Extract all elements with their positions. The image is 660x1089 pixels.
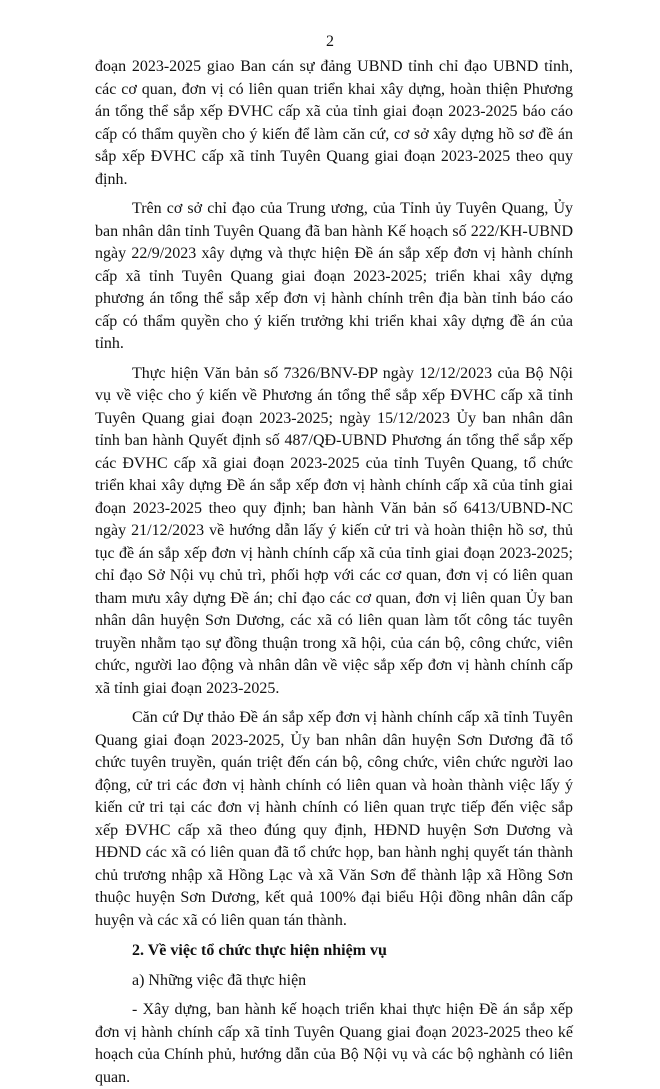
paragraph: Căn cứ Dự thảo Đề án sắp xếp đơn vị hành chính cấp xã tỉnh Tuyên Quang giai đoạn 2023-2025, Ủy ban nhân dân huyện Sơn Dương đã tổ chức tuyên truyền, quán triệt đến cán bộ, công chức, viên chức người lao động, cử tri các đơn vị hành chính có liên quan và hoàn thành việc lấy ý kiến cử tri tại các đơn vị hành chính có liên quan trực tiếp đến việc sắp xếp ĐVHC cấp xã theo đúng quy định, HĐND huyện Sơn Dương và HĐND các xã có liên quan đã tổ chức họp, ban hành nghị quyết tán thành chủ trương nhập xã Hồng Lạc và xã Văn Sơn để thành lập xã Hồng Sơn thuộc huyện Sơn Dương, kết quả 100% đại biểu Hội đồng nhân dân cấp huyện và các xã có liên quan tán thành. [95, 709, 573, 929]
bullet-paragraph: - Xây dựng, ban hành kế hoạch triển khai thực hiện Đề án sắp xếp đơn vị hành chính cấp xã tỉnh Tuyên Quang giai đoạn 2023-2025 theo kế hoạch của Chính phủ, hướng dẫn của Bộ Nội vụ và các bộ nghành có liên quan. [95, 1001, 573, 1086]
subsection-heading: a) Những việc đã thực hiện [132, 971, 307, 989]
paragraph: Thực hiện Văn bản số 7326/BNV-ĐP ngày 12/12/2023 của Bộ Nội vụ về việc cho ý kiến về Phương án tổng thể sắp xếp ĐVHC cấp xã tỉnh Tuyên Quang giai đoạn 2023-2025; ngày 15/12/2023 Ủy ban nhân dân tỉnh ban hành Quyết định số 487/QĐ-UBND Phương án tổng thể sắp xếp các ĐVHC cấp xã giai đoạn 2023-2025 của tỉnh Tuyên Quang, tổ chức triển khai xây dựng Đề án sắp xếp đơn vị hành chính cấp xã của tỉnh giai đoạn 2023-2025 theo quy định; ban hành Văn bản số 6413/UBND-NC ngày 21/12/2023 về hướng dẫn lấy ý kiến cử tri và hoàn thiện hồ sơ, thủ tục đề án sắp xếp đơn vị hành chính cấp xã của tỉnh giai đoạn 2023-2025; chỉ đạo Sở Nội vụ chủ trì, phối hợp với các cơ quan, đơn vị có liên quan tham mưu xây dựng Đề án; chỉ đạo các cơ quan, đơn vị liên quan Ủy ban nhân dân huyện Sơn Dương, các xã có liên quan làm tốt công tác tuyên truyền nhằm tạo sự đồng thuận trong xã hội, của cán bộ, công chức, viên chức, người lao động và nhân dân về việc sắp xếp đơn vị hành chính cấp xã tỉnh giai đoạn 2023-2025. [95, 364, 573, 697]
paragraph-continued: đoạn 2023-2025 giao Ban cán sự đảng UBND tỉnh chỉ đạo UBND tỉnh, các cơ quan, đơn vị có liên quan triển khai xây dựng, hoàn thiện Phương án tổng thể sắp xếp ĐVHC cấp xã của tỉnh giai đoạn 2023-2025 báo cáo cấp có thẩm quyền cho ý kiến để làm căn cứ, cơ sở xây dựng hồ sơ đề án sắp xếp ĐVHC cấp xã tỉnh Tuyên Quang giai đoạn 2023-2025 theo quy định. [95, 58, 573, 188]
section-heading: 2. Về việc tổ chức thực hiện nhiệm vụ [132, 942, 387, 959]
page-number: 2 [326, 33, 334, 50]
paragraph: Trên cơ sở chỉ đạo của Trung ương, của Tỉnh ủy Tuyên Quang, Ủy ban nhân dân tỉnh Tuyên Quang đã ban hành Kế hoạch số 222/KH-UBND ngày 22/9/2023 xây dựng và thực hiện Đề án sắp xếp đơn vị hành chính cấp xã tỉnh Tuyên Quang giai đoạn 2023-2025; triển khai xây dựng phương án tổng thể sắp xếp đơn vị hành chính trên địa bàn tỉnh báo cáo cấp có thẩm quyền cho ý kiến trưởng khi triển khai xây dựng đề án của tỉnh. [95, 200, 573, 352]
document-body [95, 56, 573, 1089]
